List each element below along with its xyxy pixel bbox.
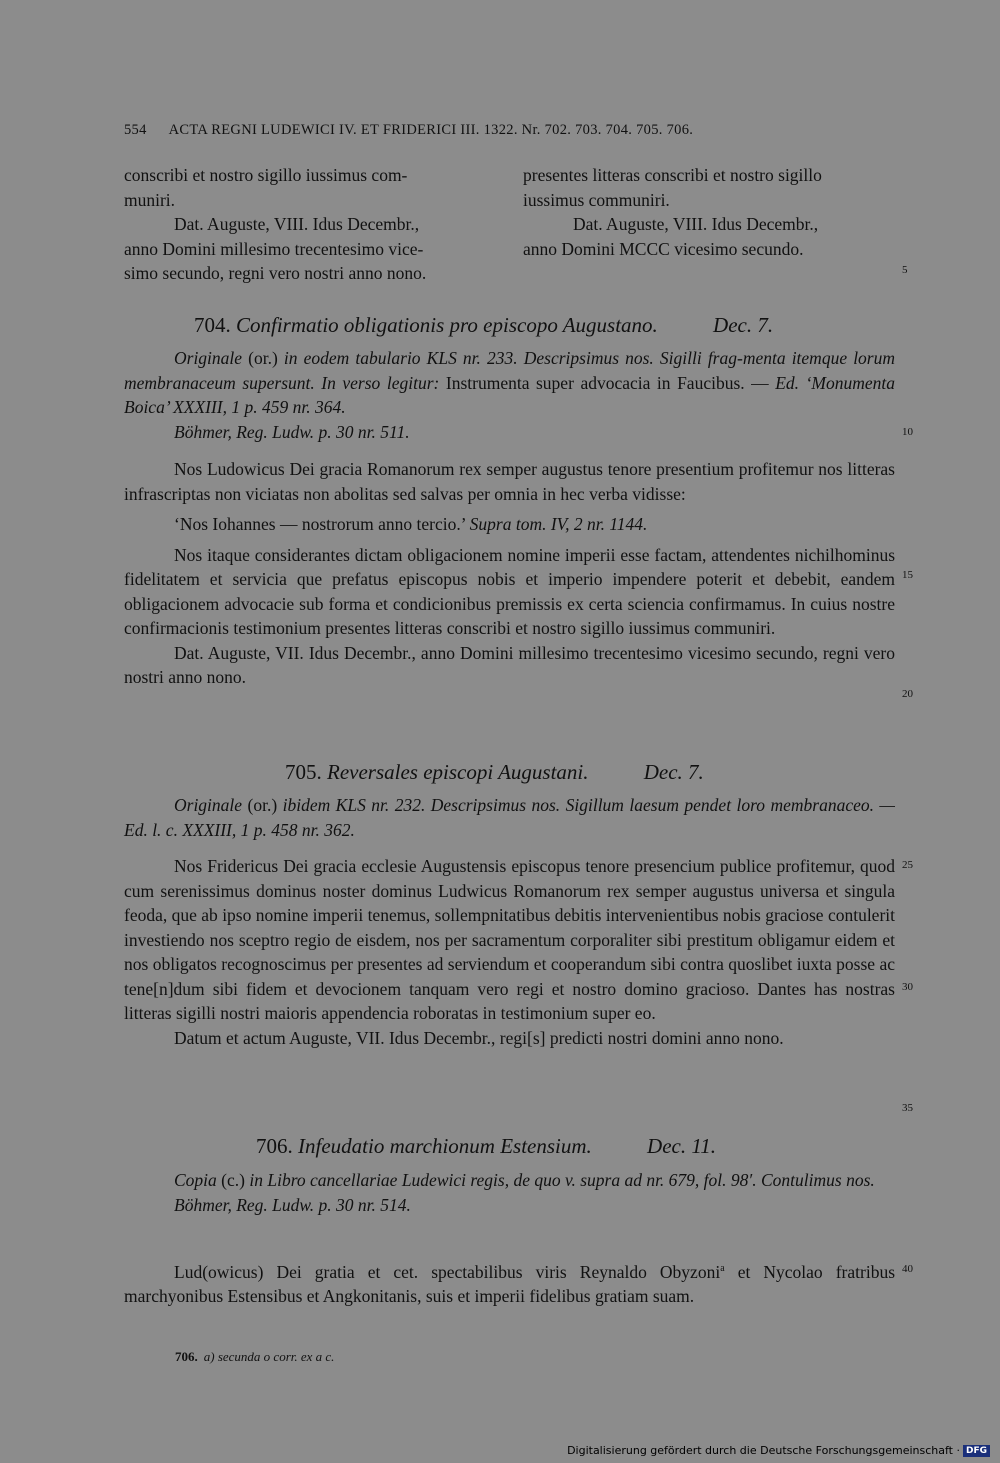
doc-704-source <box>124 346 895 444</box>
top-left-column <box>124 163 499 286</box>
line-number: 40 <box>902 1263 913 1275</box>
paragraph: Dat. Auguste, VII. Idus Decembr., anno Domini millesimo trecentesimo vicesimo secundo, regni vero nostri anno nono. <box>124 642 895 687</box>
paragraph-rest: et Nycolao fratribus marchyonibus Estensibus et Angkonitanis, suis et imperii fidelibus gratiam suam. <box>124 1261 896 1307</box>
source-abbrev: (c.) <box>216 1170 250 1190</box>
line-number: 25 <box>902 859 913 871</box>
text-line: anno Domini MCCC vicesimo secundo. <box>523 238 804 259</box>
source-type: Copia <box>174 1170 217 1190</box>
source-edition: Ed. ‘Monumenta Boica’ XXXIII, 1 p. 459 nr. 364. <box>124 372 895 417</box>
text-line: iussimus communiri. <box>523 189 670 210</box>
doc-705-text <box>124 854 895 1050</box>
top-right-column <box>523 163 894 261</box>
running-head-title: ACTA REGNI LUDEWICI IV. ET FRIDERICI III. 1322. Nr. 702. 703. 704. 705. 706. <box>168 122 694 138</box>
footnote <box>175 1349 334 1365</box>
line-number: 35 <box>902 1102 913 1114</box>
quote-ref: Supra tom. IV, 2 nr. 1144. <box>469 514 648 534</box>
source-verso: Instrumenta super advocacia in Faucibus. — <box>445 372 776 393</box>
source-note: ibidem KLS nr. 232. Descripsimus nos. Sigillum laesum pendet loro membranaceo. — Ed. l. c. XXXIII, 1 p. 458 nr. 362. <box>124 795 895 840</box>
running-head <box>124 122 844 139</box>
line-number: 30 <box>902 981 913 993</box>
text-line: muniri. <box>124 189 176 210</box>
doc-706-source <box>124 1168 895 1217</box>
source-type: Originale <box>174 348 243 368</box>
source-abbrev: (or.) <box>242 348 284 368</box>
doc-date: Dec. 7. <box>643 760 704 784</box>
source-type: Originale <box>174 795 243 815</box>
doc-date: Dec. 11. <box>647 1134 717 1158</box>
paragraph: Datum et actum Auguste, VII. Idus Decembr., regi[s] predicti nostri domini anno nono. <box>174 1027 784 1048</box>
doc-705-source <box>124 793 895 842</box>
doc-706-text <box>124 1257 895 1309</box>
doc-date: Dec. 7. <box>713 313 774 337</box>
doc-number: 704. <box>194 313 231 337</box>
doc-title: Reversales episcopi Augustani. <box>327 760 589 784</box>
doc-704-heading <box>194 313 773 338</box>
footnote-marker: a <box>720 1263 725 1274</box>
regest-reference: Böhmer, Reg. Ludw. p. 30 nr. 511. <box>174 421 410 442</box>
line-number: 15 <box>902 569 913 581</box>
source-note: in eodem tabulario KLS nr. 233. Descripsimus nos. Sigilli frag-menta itemque lorum membranaceum supersunt. In verso legitur: <box>124 348 895 393</box>
dfg-logo-icon: DFG <box>963 1445 990 1457</box>
doc-title: Infeudatio marchionum Estensium. <box>298 1134 592 1158</box>
doc-706-heading <box>256 1134 716 1159</box>
quote-text: ‘Nos Iohannes — nostrorum anno tercio.’ <box>174 514 470 534</box>
paragraph <box>124 1257 895 1309</box>
text-line: simo secundo, regni vero nostri anno nono. <box>124 263 427 283</box>
line-number: 10 <box>902 426 913 438</box>
line-number: 5 <box>902 264 908 276</box>
doc-number: 705. <box>285 760 322 784</box>
footnote-text: a) secunda o corr. ex a c. <box>203 1349 335 1364</box>
credit-text: Digitalisierung gefördert durch die Deutsche Forschungsgemeinschaft · <box>567 1444 960 1457</box>
paragraph: Nos itaque considerantes dictam obligacionem nomine imperii esse factam, attendentes nichilhominus fidelitatem et servicia que prefatus episcopus nobis et imperio impendere poterit et debebit, eandem obligacionem advocacie sub forma et condicionibus premissis ex certa sciencia confirmamus. In cuius nostre confirmacionis testimonium presentes litteras conscribi et nostro sigillo iussimus communiri. <box>124 544 895 638</box>
regest-reference: Böhmer, Reg. Ludw. p. 30 nr. 514. <box>174 1194 411 1215</box>
doc-title: Confirmatio obligationis pro episcopo Augustano. <box>236 313 658 337</box>
footnote-number: 706. <box>175 1349 198 1364</box>
text-line: Dat. Auguste, VIII. Idus Decembr., <box>174 214 420 234</box>
text-line: presentes litteras conscribi et nostro sigillo <box>523 165 822 185</box>
text-line: conscribi et nostro sigillo iussimus com- <box>124 165 408 185</box>
doc-704-text <box>124 457 895 690</box>
paragraph: Nos Ludowicus Dei gracia Romanorum rex semper augustus tenore presentium profitemur nos litteras infrascriptas non viciatas non abolitas sed salvas per omnia in hec verba vidisse: <box>124 459 895 504</box>
quote-line <box>124 512 895 537</box>
doc-number: 706. <box>256 1134 293 1158</box>
source-note: in Libro cancellariae Ludewici regis, de quo v. supra ad nr. 679, fol. 98′. Contulimus nos. <box>249 1170 875 1190</box>
text-line: anno Domini millesimo trecentesimo vice- <box>124 238 424 259</box>
paragraph: Nos Fridericus Dei gracia ecclesie Augustensis episcopus tenore presencium publice profitemur, quod cum serenissimus dominus noster dominus Ludwicus Romanorum rex semper augustus universa et singula feoda, que ab ipso nomine imperii tenemus, sollempnitatibus debitis intervenientibus nobis graciose contulerit investiendo nos sceptro regio de eisdem, nos per sacramentum corporaliter sibi prestitum obligamur eidem et nos obligatos recognoscimus per presentes ad serviendum et cooperandum sibi contra quoslibet iuxta posse ac tene[n]dum sibi fidem et devocionem tanquam vero regi et nostro domino gracioso. Dantes has nostras litteras sigilli nostri maioris appendencia roboratas in testimonium super eo. <box>124 856 895 1023</box>
line-number: 20 <box>902 688 913 700</box>
source-abbrev: (or.) <box>242 795 283 815</box>
paragraph-start: Lud(owicus) Dei gratia et cet. spectabilibus viris Reynaldo Obyzoni <box>174 1261 721 1282</box>
text-line: Dat. Auguste, VIII. Idus Decembr., <box>573 214 819 234</box>
doc-705-heading <box>285 760 704 785</box>
digitization-credit <box>567 1444 990 1457</box>
page-number: 554 <box>124 122 147 138</box>
